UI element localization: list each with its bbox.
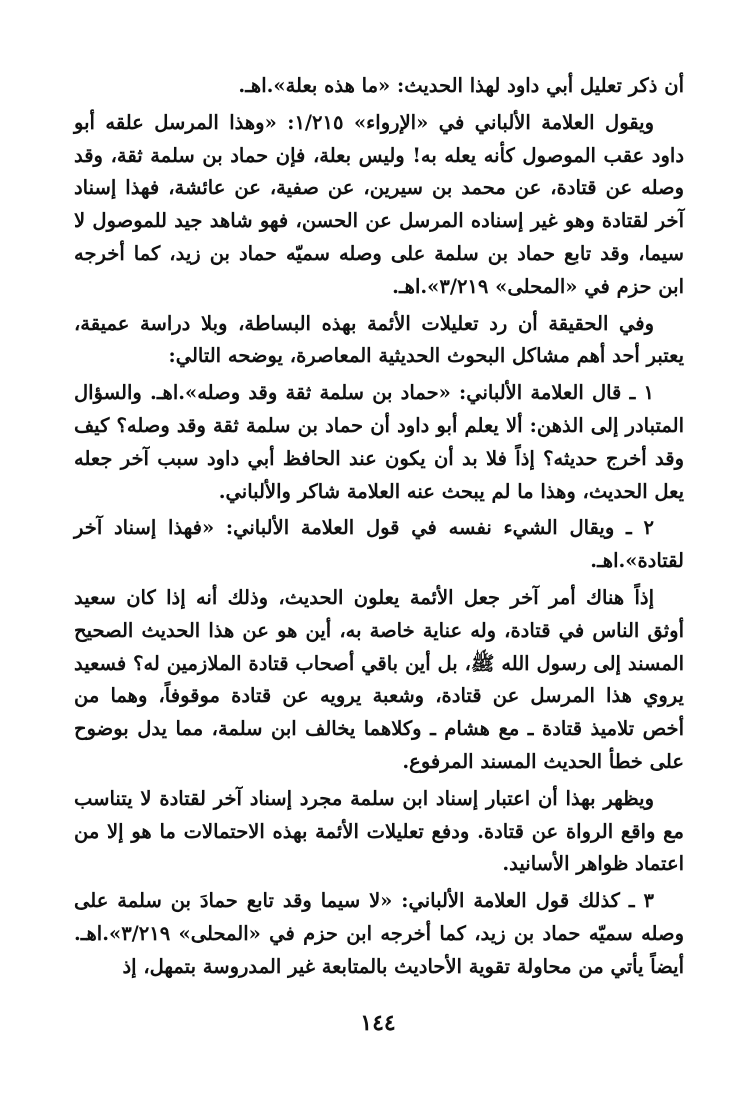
paragraph-4: ١ ـ قال العلامة الألباني: «حماد بن سلمة ثقة وقد وصله».اهـ. والسؤال المتبادر إلى الذهن: ألا يعلم أبو داود أن حماد بن سلمة ثقة وقد وصله؟ كيف وقد أخرج حديثه؟ إذاً فلا بد أن يكون عند الحافظ أبي داود سبب آخر جعله يعل الحديث، وهذا ما لم يبحث عنه العلامة شاكر والألباني.: [74, 381, 684, 503]
page-number: ١٤٤: [360, 1010, 396, 1036]
paragraph-1: أن ذكر تعليل أبي داود لهذا الحديث: «ما هذه بعلة».اهـ.: [238, 74, 684, 97]
body-text: [74, 70, 684, 984]
paragraph-7: ويظهر بهذا أن اعتبار إسناد ابن سلمة مجرد إسناد آخر لقتادة لا يتناسب مع واقع الرواة عن قتادة. ودفع تعليلات الأئمة بهذه الاحتمالات ما هو إلا من اعتماد ظواهر الأسانيد.: [74, 786, 684, 876]
paragraph-5: ٢ ـ ويقال الشيء نفسه في قول العلامة الألباني: «فهذا إسناد آخر لقتادة».اهـ.: [74, 516, 684, 573]
paragraph-3: وفي الحقيقة أن رد تعليلات الأئمة بهذه البساطة، وبلا دراسة عميقة، يعتبر أحد أهم مشاكل البحوث الحديثية المعاصرة، يوضحه التالي:: [74, 311, 684, 368]
paragraph-8: ٣ ـ كذلك قول العلامة الألباني: «لا سيما وقد تابع حمادَ بن سلمة على وصله سميّه حماد بن زيد، كما أخرجه ابن حزم في «المحلى» ٣/٢١٩».اهـ. أيضاً يأتي من محاولة تقوية الأحاديث بالمتابعة غير المدروسة بتمهل، إذ: [74, 889, 684, 978]
paragraph-6: إذاً هناك أمر آخر جعل الأئمة يعلون الحديث، وذلك أنه إذا كان سعيد أوثق الناس في قتادة، وله عناية خاصة به، أين هو عن هذا الحديث الصحيح المسند إلى رسول الله ﷺ، بل أين باقي أصحاب قتادة الملازمين له؟ فسعيد يروي هذا المرسل عن قتادة، وشعبة يرويه عن قتادة موقوفاً، وهما من أخص تلاميذ قتادة ـ مع هشام ـ وكلاهما يخالف ابن سلمة، مما يدل بوضوح على خطأ الحديث المسند المرفوع.: [74, 585, 684, 773]
paragraph-2: ويقول العلامة الألباني في «الإرواء» ١/٢١٥: «وهذا المرسل علقه أبو داود عقب الموصول كأنه يعله به! وليس بعلة، فإن حماد بن سلمة ثقة، وقد وصله عن قتادة، عن محمد بن سيرين، عن صفية، عن عائشة، فهذا إسناد آخر لقتادة وهو غير إسناده المرسل عن الحسن، فهو شاهد جيد للموصول لا سيما، وقد تابع حماد بن سلمة على وصله سميّه حماد بن زيد، كما أخرجه ابن حزم في «المحلى» ٣/٢١٩».اهـ.: [74, 110, 684, 298]
